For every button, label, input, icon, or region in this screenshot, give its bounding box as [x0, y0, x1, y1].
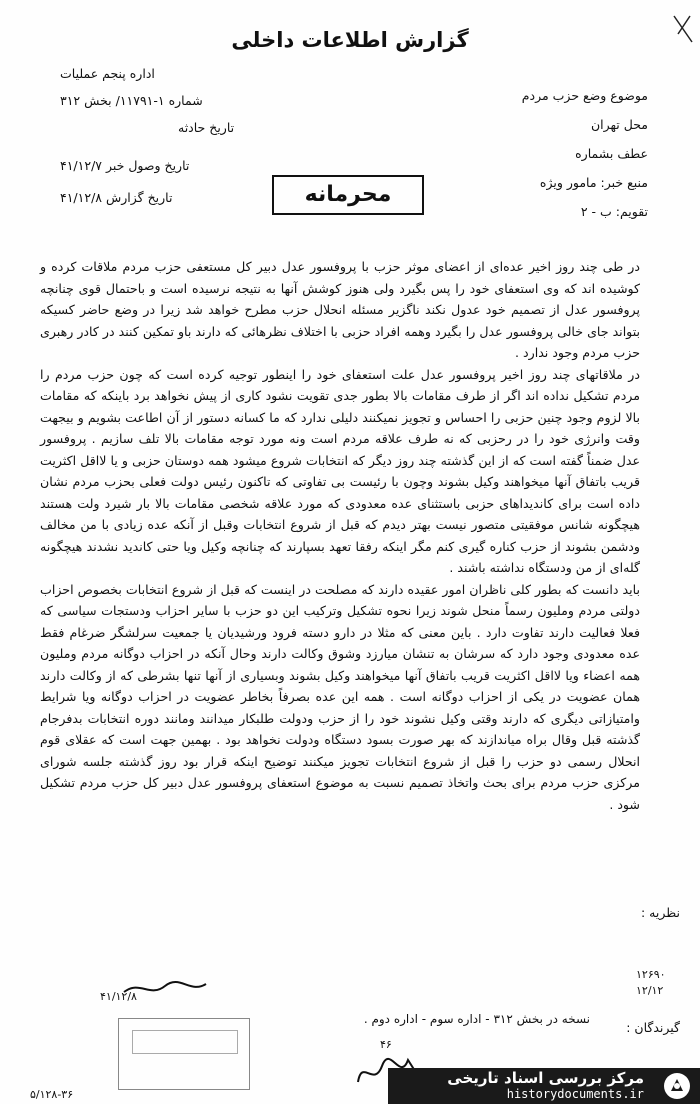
watermark-org: مرکز بررسی اسناد تاریخی — [447, 1069, 644, 1087]
number-field: شماره ۱-۱۱۷۹۱/ بخش ۳۱۲ — [60, 93, 203, 108]
confidential-stamp: محرمانه — [272, 175, 424, 215]
body-paragraph: در ملاقاتهای چند روز اخیر پروفسور عدل علت استعفای خود را اینطور توجیه کرده است که چون حزب مردم را مردم تشکیل نداده اند اگر از طرف مقامات بالا بطور جدی تقویت نشود کاری از پیش نخواهد برد باینکه که مقامات بالا لزوم وجود چنین حزبی را احساس و تجویز نمیکنند دلیلی ندارد که ما کسانه دستور از آن اطاعت بشویم و بیجهت وقت وانرژی خود را در رحزبی که نه طرف علاقه مردم است ونه مورد توجه مقامات بالا تلف سازیم . پروفسور عدل ضمناً گفته است که از این گذشته چند روز دیگر که انتخابات شروع میشود همه دوستان حزبی و یا لااقل اکثریت قریب باتفاق آنها میخواهند وکیل بشوند وچون با رئیست بی تفاوتی که تاکنون رئیس دولت فعلی بحزب مردم نشان داده است برای کاندیداهای حزبی باستثنای عده معدودی که مورد علاقه شخصی مقامات بالا بار شیرد ولت هستند هیچگونه شانس موفقیتی متصور نیست بهتر دیدم که قبل از شروع انتخابات وقبل از آنکه عده زیادی با من مخالف ودشمن بشوند از حزب کناره گیری کنم مگر اینکه رفقا تعهد بسپارند که چنانچه وکیل ویا حتی کاندید نشدند هیچگونه گله‌ای از من ودستگاه نداشته باشند . — [40, 366, 640, 575]
margin-number: ۵/۱۲۸-۳۶ — [30, 1088, 74, 1101]
department-field: اداره پنجم عملیات — [60, 66, 155, 81]
evaluation-field: تقویم: ب - ۲ — [580, 204, 648, 219]
margin-number: ۴۶ — [380, 1038, 392, 1051]
receipt-date-field: تاریخ وصول خبر ۴۱/۱۲/۷ — [60, 158, 190, 173]
body-paragraph: باید دانست که بطور کلی ناظران امور عقیده دارند که مصلحت در اینست که قبل از شروع انتخابات بخصوص احزاب دولتی مردم وملیون رسماً منحل شوند زیرا نحوه تشکیل وترکیب این دو حزب با سایر احزاب ودستجات سیاسی که فعلا فعالیت دارند تفاوت دارد . باین معنی که مثلا در دارو دسته فرود ورشیدیان یا جمعیت سرلشگر ضرغام فقط عده معدودی وجود دارد که سرشان به تنشان میارزد وشوق وکالت دارند وحال آنکه در احزاب دوگانه مردم وملیون همه اعضاء ویا لااقل اکثریت قریب باتفاق آنها میخواهند وکیل بشوند وبسیاری از آنها تنها بشرطی که از وکالت دارند همان عضویت در یکی از احزاب دوگانه است . همه این عده بصرفاً بخاطر عضویت در احزاب دوگانه ویا شرایط وامتیازاتی دیگری که دارند وقتی وکیل نشوند خود را از حزب ودولت طلبکار میدانند ومانند دوره انتخابات بدفرجام گذشته قبل وقال براه میاندازند که بهر صورت بسود دستگاه ودولت نخواهد بود . بهمین جهت است که عقلای قوم انحلال رسمی دو حزب را قبل از شروع انتخابات تجویز میکنند توضیح اینکه قرار بود روز گذشته جلسه شورای مرکزی حزب مردم برای بحث واتخاذ تصمیم نسبت به موضوع استعفای پروفسور عدل دبیر کل حزب مردم تشکیل شود . — [40, 581, 640, 812]
registry-box — [118, 1018, 250, 1090]
body-paragraph: در طی چند روز اخیر عده‌ای از اعضای موثر حزب با پروفسور عدل دبیر کل مستعفی حزب مردم ملاقات کرده و کوشیده اند که وی استعفای خود را پس بگیرد ولی هنوز کوشش آنها به نتیجه نرسیده است و باحتمال قوی چنانچه پروفسور عدل از تصمیم خود عدول نکند ناگزیر مسئله انحلال حزب مطرح خواهد شد زیرا در وضع حاضر کسیکه بتواند جای خالی پروفسور عدل را بگیرد وهمه افراد حزبی با اختلاف نظرهائی که دارند باو تمکین کنند در کادر رهبری حزب مردم وجود ندارد . — [40, 259, 640, 360]
watermark-bar — [388, 1068, 700, 1104]
incident-date-field: تاریخ حادثه — [178, 120, 235, 135]
registry-inner-box — [132, 1030, 238, 1054]
reference-field: عطف بشماره — [575, 146, 648, 161]
source-field: منبع خبر: مامور ویژه — [539, 175, 648, 190]
margin-number: ۱۲/۱۲ — [636, 984, 664, 997]
report-body — [40, 256, 640, 815]
margin-number: ۱۲۶۹۰ — [636, 968, 666, 981]
signature-mark — [120, 978, 210, 1000]
corner-mark — [672, 14, 694, 44]
subject-field: موضوع وضع حزب مردم — [521, 88, 648, 103]
report-date-field: تاریخ گزارش ۴۱/۱۲/۸ — [60, 190, 173, 205]
recipients-label: گیرندگان : — [626, 1020, 680, 1035]
archive-logo-icon — [662, 1071, 692, 1101]
opinion-label: نظریه : — [641, 905, 680, 920]
recipients-text: نسخه در بخش ۳۱۲ - اداره سوم - اداره دوم . — [363, 1012, 590, 1026]
watermark-site: historydocuments.ir — [506, 1087, 644, 1101]
place-field: محل تهران — [591, 117, 648, 132]
margin-number: ۴۱/۱۲/۸ — [100, 990, 137, 1003]
report-title: گزارش اطلاعات داخلی — [231, 28, 469, 52]
